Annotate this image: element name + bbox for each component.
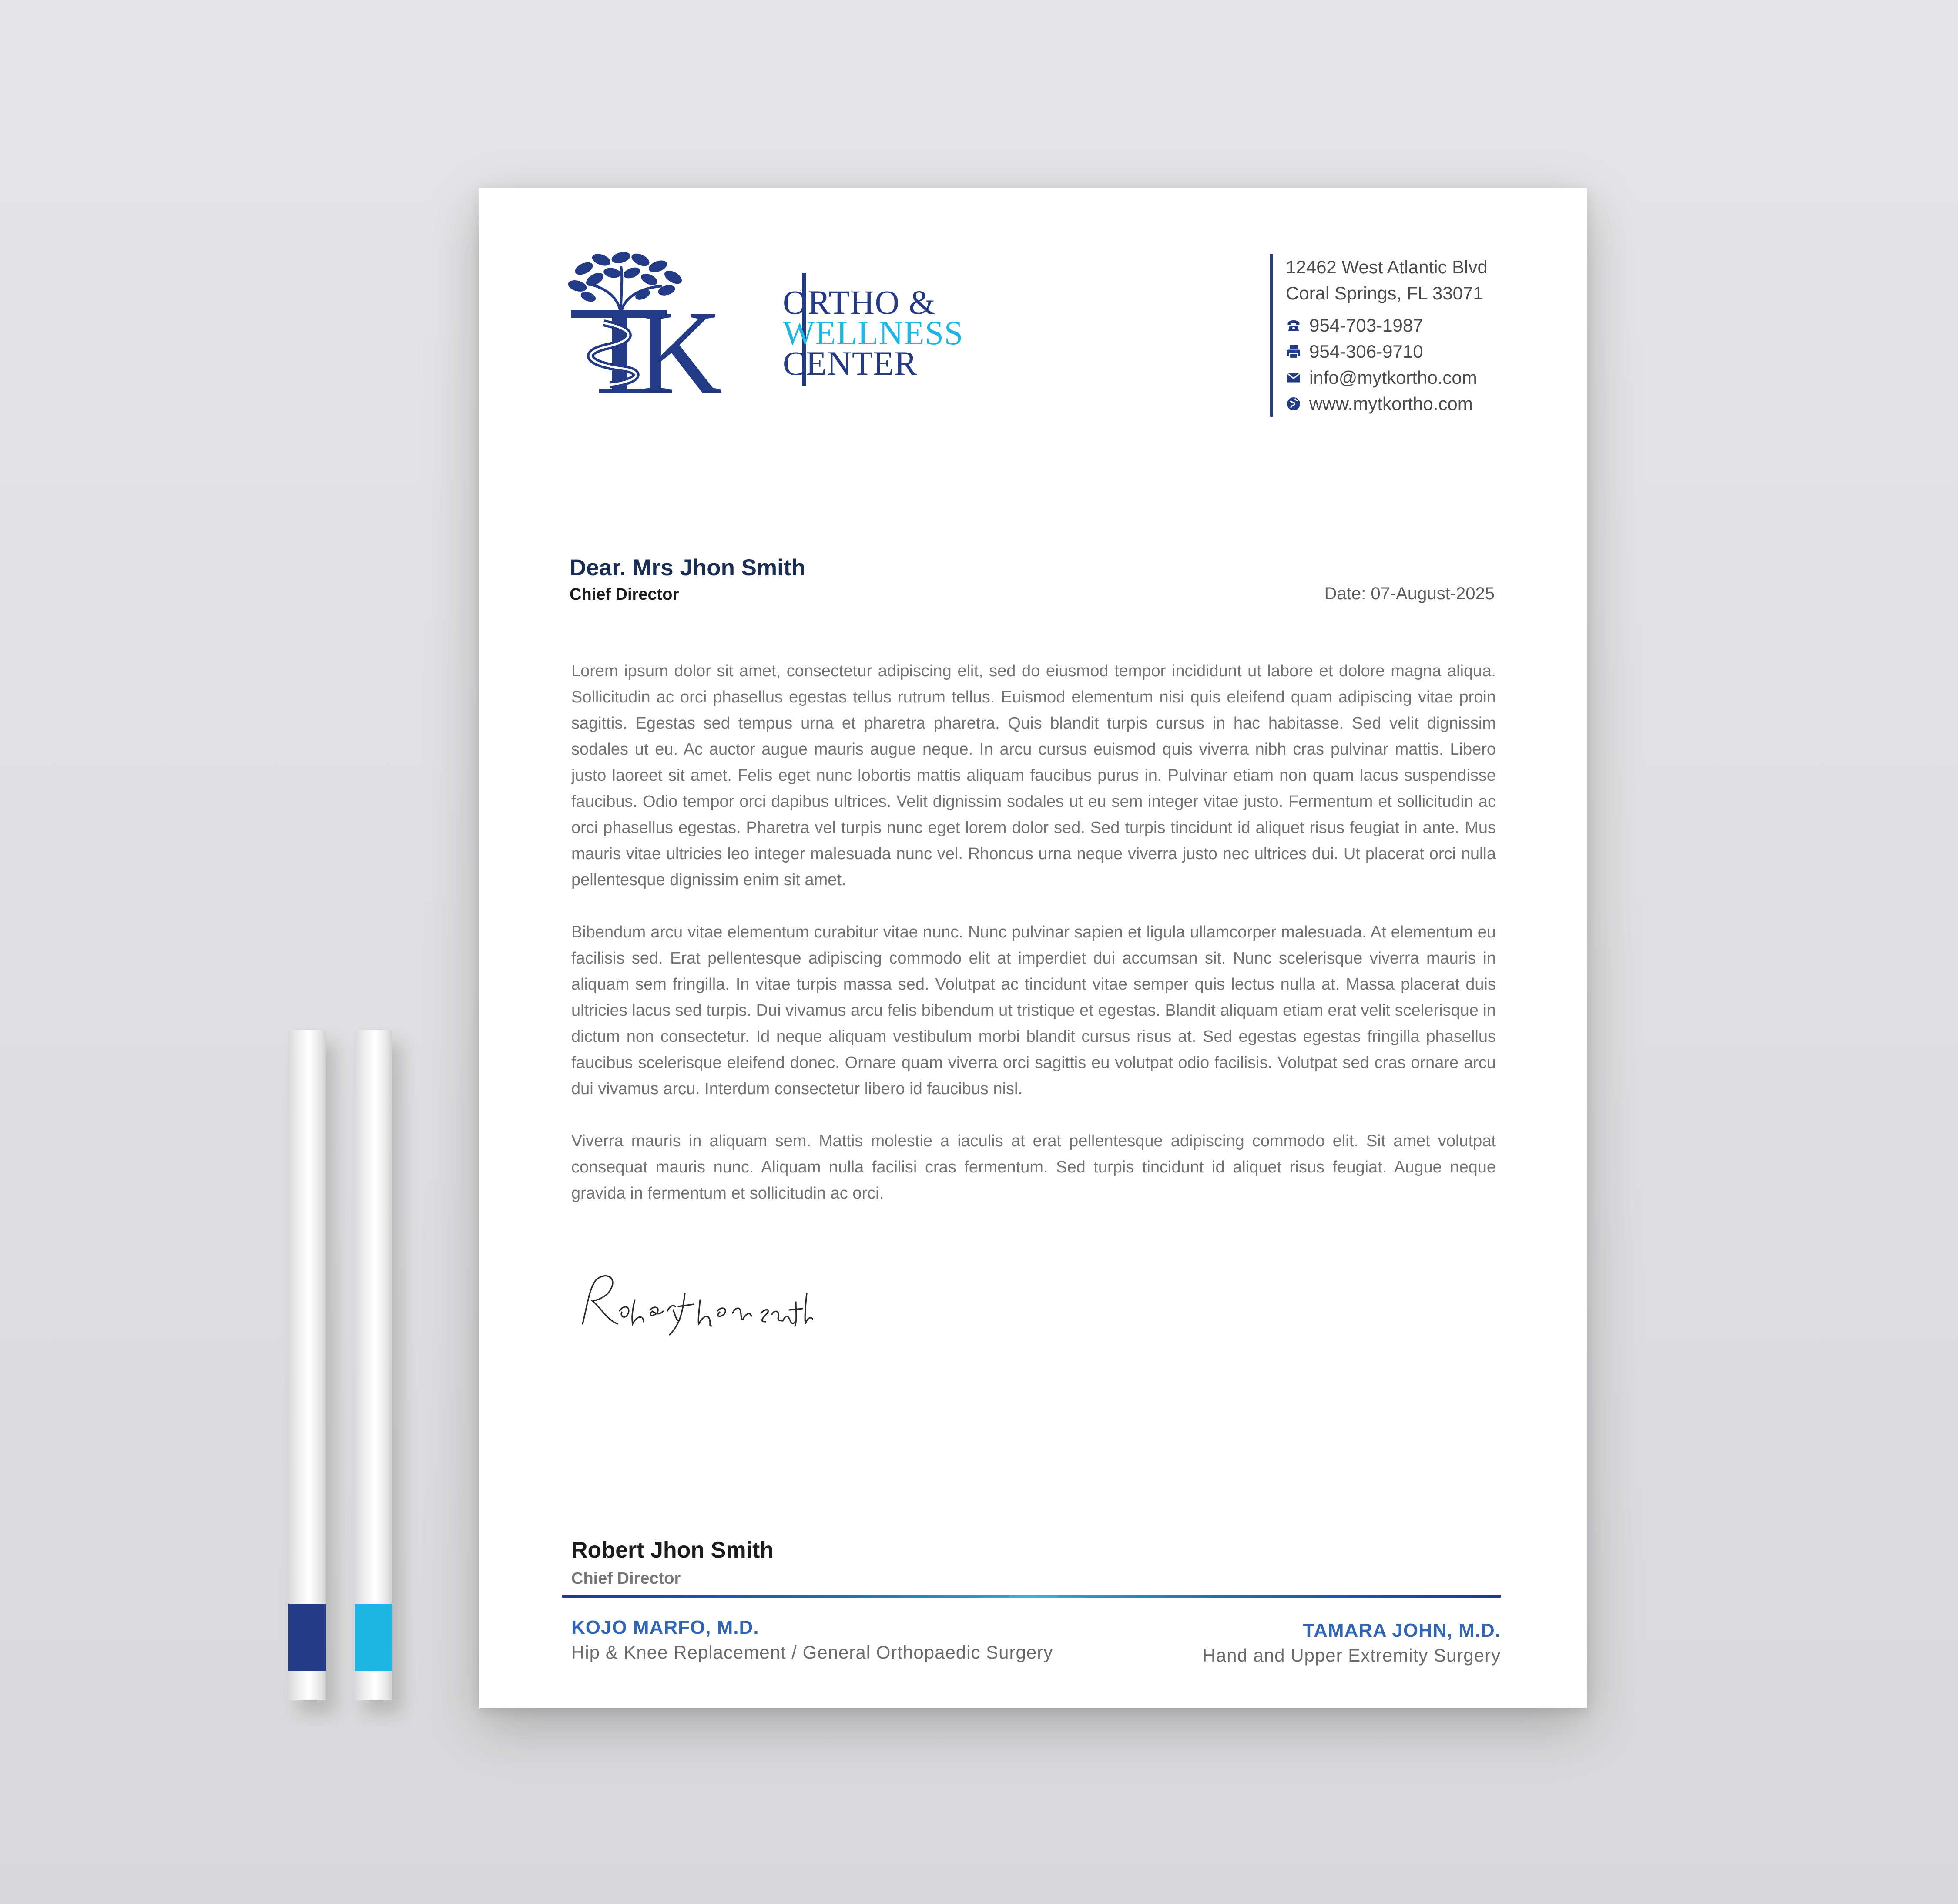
body-paragraph: Lorem ipsum dolor sit amet, consectetur adipiscing elit, sed do eiusmod tempor incididunt ut labore et dolore magna aliqua. Sollicitudin ac orci phasellus egestas tellus rutrum tellus. Euismod elementum nisi quis eleifend quam adipiscing vitae proin sagittis. Egestas sed tempus urna et pharetra pharetra. Quis blandit turpis cursus in hac habitasse. Sed velit dignissim sodales ut eu. Ac auctor augue mauris augue neque. In arcu cursus euismod quis viverra nibh cras pulvinar mattis. Libero justo laoreet sit amet. Felis eget nunc lobortis mattis aliquam faucibus purus in. Pulvinar etiam non quam lacus suspendisse faucibus. Odio tempor orci dapibus ultrices. Velit dignissim sodales ut eu sem integer vitae justo. Fermentum et sollicitudin ac orci phasellus egestas. Pharetra vel turpis nunc eget lorem dolor sed. Sed turpis tincidunt id aliquet risus feugiat in ante. Mus mauris vitae ultricies leo integer malesuada nunc vel. Rhoncus urna neque viverra justo nec ultrices dui. Ut placerat orci nulla pellentesque dignissim enim sit amet. — [571, 662, 1496, 889]
footer-divider — [562, 1595, 1501, 1598]
navy-pen — [288, 1030, 326, 1700]
body-paragraph: Bibendum arcu vitae elementum curabitur vitae nunc. Nunc pulvinar sapien et ligula ullamcorper malesuada. At elementum eu facilisis sed. Erat pellentesque adipiscing commodo elit at imperdiet dui accumsan sit. Nunc scelerisque viverra mauris in aliquam sem fringilla. In vitae turpis massa sed. Volutpat ac tincidunt vitae semper quis lectus nulla at. Massa placerat duis ultricies lacus sed turpis. Dui vivamus arcu felis bibendum ut tristique et egestas. Blandit aliquam etiam erat velit scelerisque in dictum non consectetur. Id neque aliquam vestibulum morbi blandit cursus risus at. Sed egestas egestas fringilla phasellus faucibus scelerisque eleifend donec. Ornare quam viverra orci sagittis eu volutpat odio facilisis. Volutpat sed cras ornare arcu dui vivamus arcu. Interdum consectetur libero id faucibus nisl. — [571, 923, 1496, 1098]
phone-icon — [1286, 318, 1301, 333]
doctor-name: KOJO MARFO, M.D. — [571, 1617, 759, 1638]
svg-text:K: K — [636, 286, 723, 397]
fax-row — [1286, 339, 1488, 365]
brand-line-3: CENTER — [783, 344, 918, 382]
phone-row — [1286, 312, 1488, 339]
letter-date: Date: 07-August-2025 — [1324, 584, 1495, 603]
footer-doctor-left — [571, 1617, 1053, 1663]
address-line-2: Coral Springs, FL 33071 — [1286, 283, 1483, 303]
letterhead-sheet — [479, 188, 1587, 1708]
doctor-name: TAMARA JOHN, M.D. — [1303, 1620, 1501, 1641]
recipient-block — [570, 554, 805, 604]
handwritten-signature — [570, 1259, 813, 1348]
pen-band-navy — [288, 1604, 326, 1671]
website-url[interactable]: www.mytkortho.com — [1309, 393, 1473, 414]
brand-line-2: WELLNESS — [783, 314, 964, 352]
email-row — [1286, 365, 1488, 391]
brand-line-1: ORTHO & — [783, 283, 936, 321]
salutation: Dear. Mrs Jhon Smith — [570, 555, 805, 581]
letter-body — [571, 658, 1496, 1232]
fax-number[interactable]: 954-306-9710 — [1309, 341, 1423, 362]
body-paragraph: Viverra mauris in aliquam sem. Mattis molestie a iaculis at erat pellentesque adipiscing commodo elit. Sit amet volutpat consequat mauris nunc. Aliquam nulla facilisi cras fermentum. Sed turpis tincidunt id aliquet risus feugiat. Augue neque gravida in fermentum et sollicitudin ac orci. — [571, 1132, 1496, 1202]
fax-icon — [1286, 344, 1301, 359]
globe-icon — [1286, 396, 1301, 412]
mail-icon — [1286, 370, 1301, 386]
cyan-pen — [355, 1030, 392, 1700]
footer-doctor-right — [1202, 1620, 1501, 1666]
address-line-1: 12462 West Atlantic Blvd — [1286, 257, 1488, 277]
signature-scribble — [570, 1259, 813, 1346]
website-row — [1286, 391, 1488, 417]
doctor-specialty: Hand and Upper Extremity Surgery — [1202, 1645, 1501, 1666]
recipient-role: Chief Director — [570, 585, 679, 604]
email-address[interactable]: info@mytkortho.com — [1309, 367, 1477, 388]
contact-block — [1270, 254, 1488, 417]
brand-name — [783, 283, 964, 382]
phone-number[interactable]: 954-703-1987 — [1309, 315, 1423, 336]
doctor-specialty: Hip & Knee Replacement / General Orthopaedic Surgery — [571, 1642, 1053, 1662]
pen-band-cyan — [355, 1604, 392, 1671]
signer-block — [571, 1537, 774, 1588]
signer-role: Chief Director — [571, 1569, 681, 1588]
signer-name: Robert Jhon Smith — [571, 1538, 774, 1563]
